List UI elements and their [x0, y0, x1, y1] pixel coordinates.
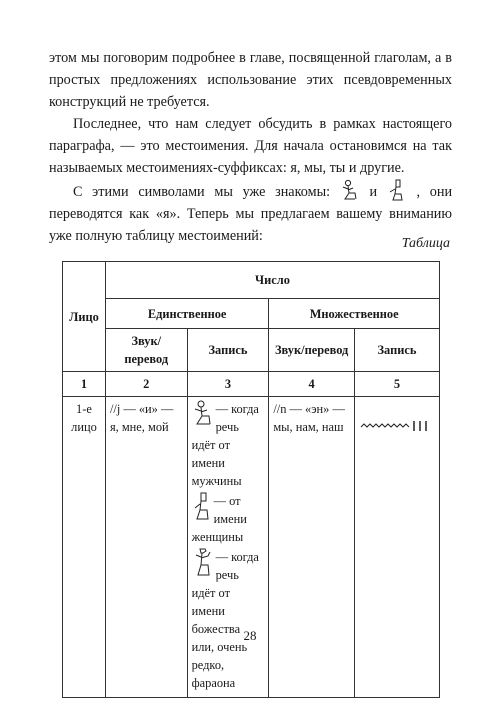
paragraph-3-start: С этими символами мы уже знакомы:: [73, 184, 331, 200]
seated-man-glyph-icon: [192, 400, 214, 426]
header-number: Число: [105, 262, 439, 299]
seated-god-glyph-icon: [192, 548, 214, 576]
header-writing-plural: Запись: [354, 329, 439, 372]
cell-person: 1-е лицо: [63, 397, 106, 698]
col-number-1: 1: [63, 372, 106, 397]
col-number-5: 5: [354, 372, 439, 397]
col-number-3: 3: [187, 372, 269, 397]
header-plural: Множественное: [269, 299, 440, 329]
header-sound-plural: Звук/перевод: [269, 329, 355, 372]
paragraph-3-and: и: [369, 184, 378, 200]
header-writing-singular: Запись: [187, 329, 269, 372]
note-god: — когда речь идёт от имени божества или, очень редко, фараона: [191, 550, 259, 690]
paragraph-3-end: , они переводятся как «я». Теперь мы предлагаем вашему вниманию уже полную таблицу местоимений:: [49, 184, 453, 244]
header-person: Лицо: [63, 262, 106, 372]
col-number-2: 2: [105, 372, 187, 397]
water-ripple-glyph-icon: [359, 420, 435, 432]
entry-man: [192, 400, 265, 490]
col-number-4: 4: [269, 372, 355, 397]
note-man: — когда речь идёт от имени мужчины: [191, 402, 259, 488]
seated-man-glyph-icon: [340, 179, 360, 201]
cell-singular-writing: [187, 397, 269, 698]
table-row: [63, 397, 440, 698]
paragraph-3: [49, 179, 452, 247]
cell-plural-writing: [354, 397, 439, 698]
seated-woman-glyph-icon: [192, 492, 212, 520]
paragraph-2: Последнее, что нам следует обсудить в рамках настоящего параграфа, — это местоимения. Для начала остановимся на так называемых местоимениях-суффиксах: я, мы, ты и другие.: [49, 116, 452, 176]
entry-woman: [192, 492, 265, 546]
seated-woman-glyph-icon: [387, 179, 407, 201]
cell-plural-sound: //n — «эн» — мы, нам, наш: [269, 397, 355, 698]
header-singular: Единственное: [105, 299, 268, 329]
paragraph-1: этом мы поговорим подробнее в главе, посвященной глаголам, а в простых предложениях использование этих псевдовременных конструкций не требуется.: [49, 50, 452, 110]
header-sound-singular: Звук/перевод: [105, 329, 187, 372]
table-caption: Таблица: [401, 236, 450, 251]
page-number: 28: [243, 628, 257, 643]
note-woman: — от имени женщины: [191, 494, 247, 544]
entry-god: [192, 548, 265, 692]
cell-singular-sound: //j — «и» — я, мне, мой: [105, 397, 187, 698]
